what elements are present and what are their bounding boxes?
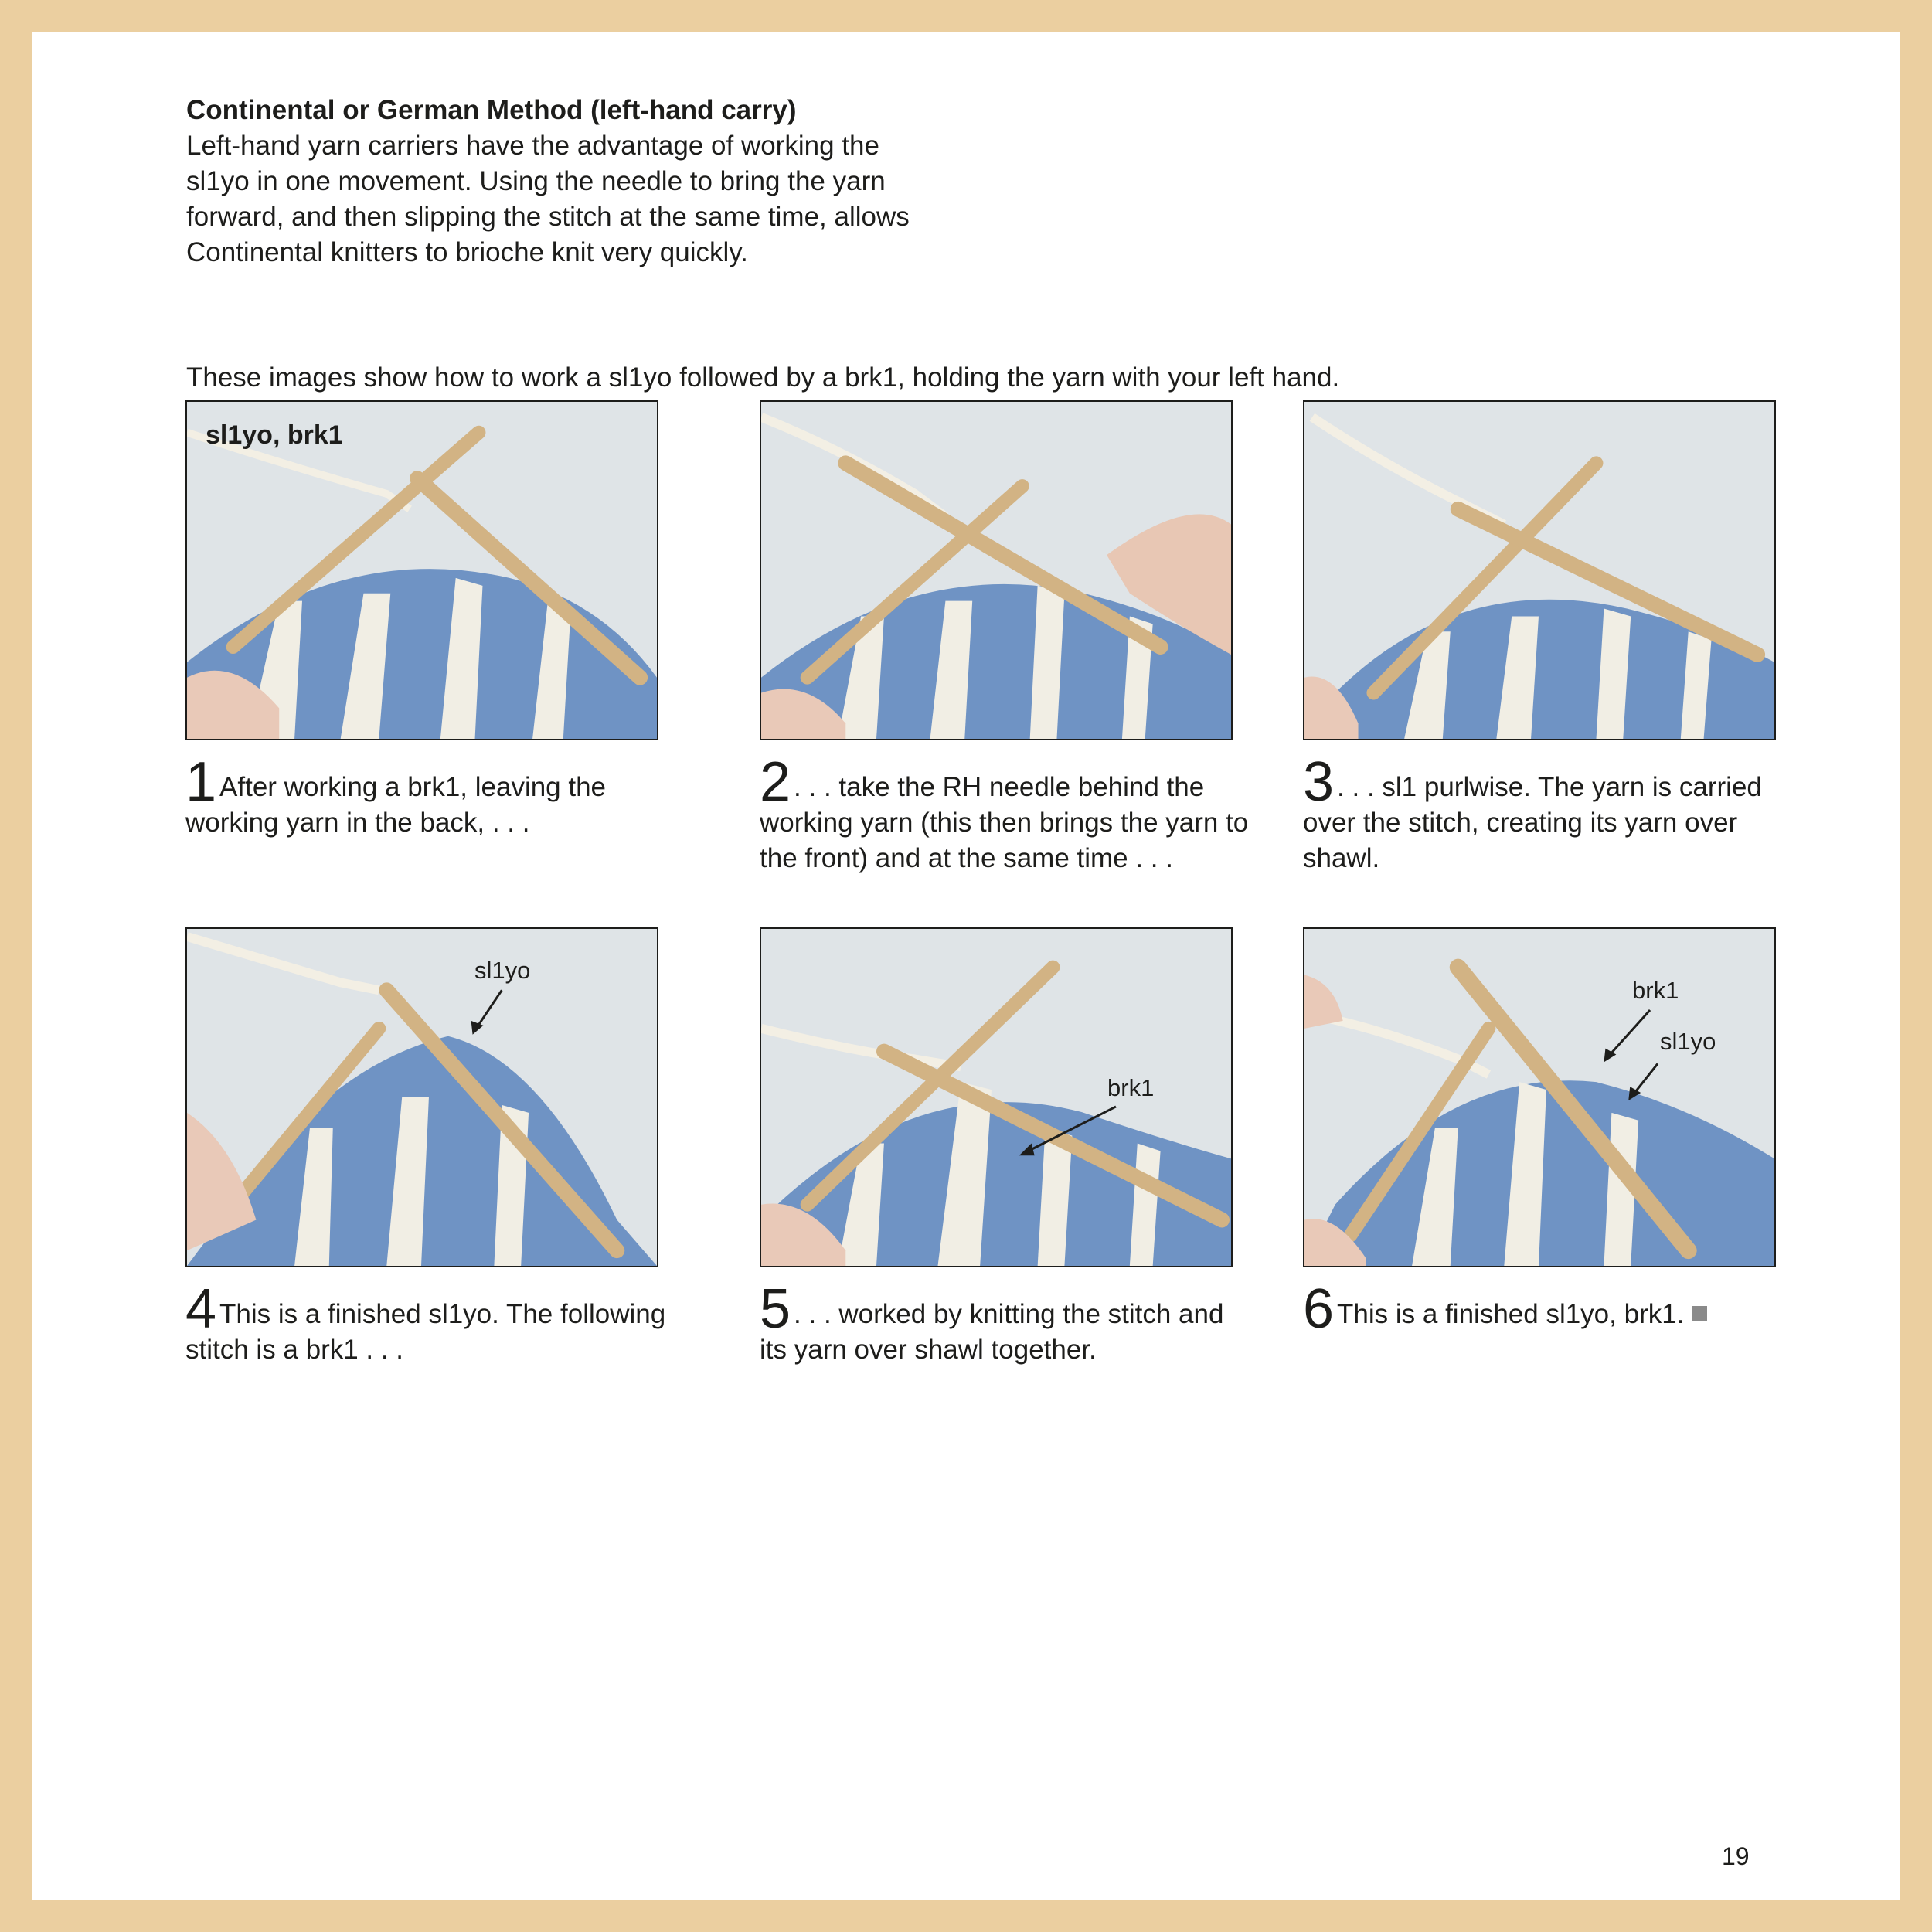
step-number: 1 [185, 751, 217, 813]
photo-6-arrow-label-brk1: brk1 [1632, 977, 1679, 1004]
page [32, 32, 1900, 1900]
step-text: This is a finished sl1yo. The following stitch is a brk1 . . . [185, 1299, 666, 1365]
photo-step-6 [1303, 927, 1776, 1267]
step-text: . . . take the RH needle behind the working yarn (this then brings the yarn to the front) and at the same time . . . [760, 772, 1249, 873]
caption-step-4 [185, 1278, 680, 1368]
photo-step-3 [1303, 400, 1776, 740]
photo-step-2 [760, 400, 1233, 740]
caption-step-6 [1303, 1278, 1798, 1340]
knitting-photo-2 [761, 402, 1231, 739]
step-number: 6 [1303, 1278, 1335, 1340]
step-number: 2 [760, 751, 791, 813]
lead-text: These images show how to work a sl1yo followed by a brk1, holding the yarn with your left hand. [186, 362, 1340, 393]
knitting-photo-6 [1304, 929, 1774, 1266]
step-text: . . . worked by knitting the stitch and its yarn over shawl together. [760, 1299, 1224, 1365]
caption-step-2 [760, 751, 1254, 876]
intro-section [186, 93, 1036, 270]
photo-4-arrow-label: sl1yo [474, 957, 531, 984]
photo-step-5 [760, 927, 1233, 1267]
step-number: 4 [185, 1278, 217, 1340]
intro-title: Continental or German Method (left-hand carry) [186, 95, 797, 125]
knitting-photo-5 [761, 929, 1231, 1266]
photo-step-4 [185, 927, 658, 1267]
caption-step-3 [1303, 751, 1798, 876]
end-of-section-mark [1692, 1306, 1707, 1321]
caption-step-5 [760, 1278, 1254, 1368]
photo-6-arrow-label-sl1yo: sl1yo [1660, 1028, 1716, 1055]
knitting-photo-1 [187, 402, 657, 739]
intro-body: Left-hand yarn carriers have the advantage of working the sl1yo in one movement. Using the needle to bring the yarn forward, and then slipping the stitch at the same time, allows Continental knitters to brioche knit very quickly. [186, 131, 910, 267]
step-text: . . . sl1 purlwise. The yarn is carried over the stitch, creating its yarn over shawl. [1303, 772, 1762, 873]
step-text: After working a brk1, leaving the working yarn in the back, . . . [185, 772, 607, 838]
page-number: 19 [1722, 1842, 1750, 1870]
knitting-photo-4 [187, 929, 657, 1266]
caption-step-1 [185, 751, 680, 841]
photo-1-label: sl1yo, brk1 [206, 420, 343, 450]
photo-step-1 [185, 400, 658, 740]
step-text: This is a finished sl1yo, brk1. [1337, 1299, 1685, 1329]
photo-5-arrow-label: brk1 [1107, 1074, 1155, 1101]
knitting-photo-3 [1304, 402, 1774, 739]
step-number: 5 [760, 1278, 791, 1340]
step-number: 3 [1303, 751, 1335, 813]
